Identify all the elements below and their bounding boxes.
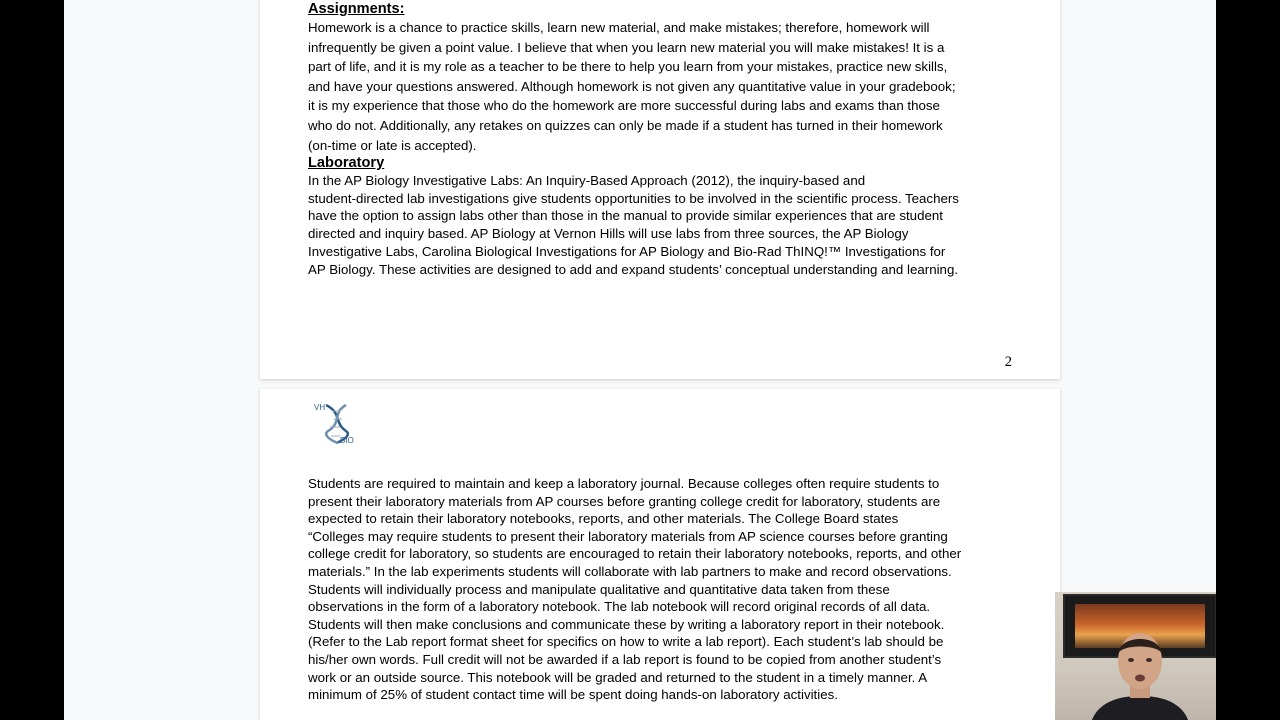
assignments-heading: Assignments: xyxy=(308,1,405,17)
assignments-paragraph: Homework is a chance to practice skills, learn new material, and make mistakes; therefore, homework will infrequently be given a point value. I believe that when you learn new material you will make mistakes! It is a part of life, and it is my role as a teacher to be there to help you learn from your mistakes, practice new skills, and have your questions answered. Although homework is not given any quantitative value in your gradebook; it is my experience that those who do the homework are more successful during labs and exams than those who do not. Additionally, any retakes on quizzes can only be made if a student has turned in their homework (on-time or late is accepted). xyxy=(308,20,956,153)
laboratory-section xyxy=(308,154,1018,278)
dna-helix-logo-icon xyxy=(312,401,362,445)
presenter-video-icon xyxy=(1085,616,1195,720)
assignments-section xyxy=(308,0,1018,155)
document-page-3 xyxy=(260,389,1060,720)
logo-text-bio: BIO xyxy=(340,436,354,445)
laboratory-heading: Laboratory xyxy=(308,155,385,171)
page-number: 2 xyxy=(1004,354,1012,370)
laboratory-paragraph: In the AP Biology Investigative Labs: An Inquiry-Based Approach (2012), the inquiry-based and student-directed lab investigations give students opportunities to be involved in the scientific process. Teachers have the option to assign labs other than those in the manual to provide similar experiences that are student directed and inquiry based. AP Biology at Vernon Hills will use labs from three sources, the AP Biology Investigative Labs, Carolina Biological Investigations for AP Biology and Bio-Rad ThINQ!™ Investigations for AP Biology. These activities are designed to add and expand students’ conceptual understanding and learning. xyxy=(308,173,959,277)
lab-journal-section xyxy=(308,475,1018,704)
webcam-overlay xyxy=(1055,592,1216,720)
document-page-2 xyxy=(260,0,1060,379)
lab-journal-paragraph: Students are required to maintain and keep a laboratory journal. Because colleges often require students to present their laboratory materials from AP courses before granting college credit for laboratory, students are expected to retain their laboratory notebooks, reports, and other materials. The College Board states “Colleges may require students to present their laboratory materials from AP science courses before granting college credit for laboratory, so students are encouraged to retain their laboratory notebooks, reports, and other materials.” In the lab experiments students will collaborate with lab partners to make and record observations. Students will individually process and manipulate qualitative and quantitative data taken from these observations in the form of a laboratory notebook. The lab notebook will record original records of all data. Students will then make conclusions and communicate these by writing a laboratory report in their notebook. (Refer to the Lab report format sheet for specifics on how to write a lab report). Each student’s lab should be his/her own words. Full credit will not be awarded if a lab report is found to be copied from another student’s work or an outside source. This notebook will be graded and returned to the student in a timely manner. A minimum of 25% of student contact time will be spent doing hands-on laboratory activities. xyxy=(308,476,962,703)
logo-text-vh: VH xyxy=(314,403,326,412)
document-viewer[interactable] xyxy=(64,0,1216,720)
